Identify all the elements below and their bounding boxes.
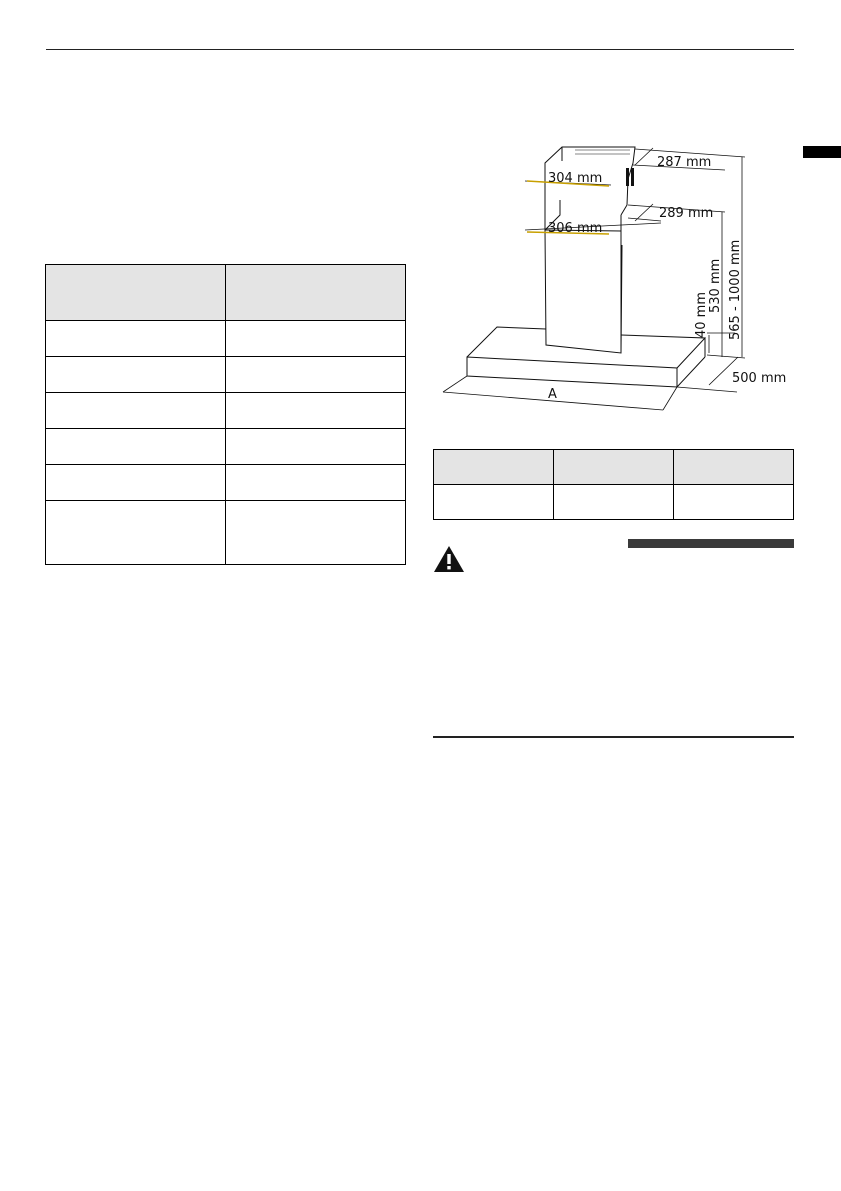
- table-row: [46, 501, 406, 565]
- specification-table: [45, 264, 406, 565]
- table-header-cell: [434, 450, 554, 485]
- size-table: [433, 449, 794, 520]
- table-cell: [46, 501, 226, 565]
- dim-canopy-thickness-label: 40 mm: [694, 291, 709, 338]
- table-cell: [674, 485, 794, 520]
- table-row: [46, 321, 406, 357]
- table-row: [46, 393, 406, 429]
- table-cell: [46, 321, 226, 357]
- table-row: [46, 465, 406, 501]
- warning-header-bar: [628, 539, 794, 548]
- table-cell: [226, 429, 406, 465]
- dim-height-range-label: 565 - 1000 mm: [728, 239, 743, 340]
- table-row: [46, 357, 406, 393]
- table-row: [434, 485, 794, 520]
- header-rule: [46, 49, 794, 50]
- table-header-row: [434, 450, 794, 485]
- table-row: [46, 429, 406, 465]
- table-cell: [226, 465, 406, 501]
- dim-top-depth-label: 287 mm: [657, 155, 712, 170]
- table-header-row: [46, 265, 406, 321]
- table-cell: [46, 429, 226, 465]
- table-header-cell: [46, 265, 226, 321]
- table-cell: [226, 357, 406, 393]
- language-side-tab: [803, 146, 841, 158]
- dim-lower-depth-label: 289 mm: [659, 206, 714, 221]
- table-cell: [226, 321, 406, 357]
- table-cell: [46, 393, 226, 429]
- table-header-cell: [674, 450, 794, 485]
- table-cell: [434, 485, 554, 520]
- table-header-cell: [554, 450, 674, 485]
- table-header-cell: [226, 265, 406, 321]
- range-hood-dimension-diagram: [425, 135, 800, 425]
- dim-lower-width-label: 306 mm: [548, 221, 603, 236]
- table-cell: [554, 485, 674, 520]
- dim-chimney-height-label: 530 mm: [708, 258, 723, 313]
- dim-top-width-label: 304 mm: [548, 171, 603, 186]
- warning-triangle-icon: [433, 545, 465, 573]
- table-cell: [46, 357, 226, 393]
- dim-canopy-width-label: A: [548, 387, 557, 402]
- table-cell: [226, 501, 406, 565]
- warning-bottom-rule: [433, 736, 794, 738]
- dim-canopy-depth-label: 500 mm: [732, 371, 787, 386]
- table-cell: [226, 393, 406, 429]
- table-cell: [46, 465, 226, 501]
